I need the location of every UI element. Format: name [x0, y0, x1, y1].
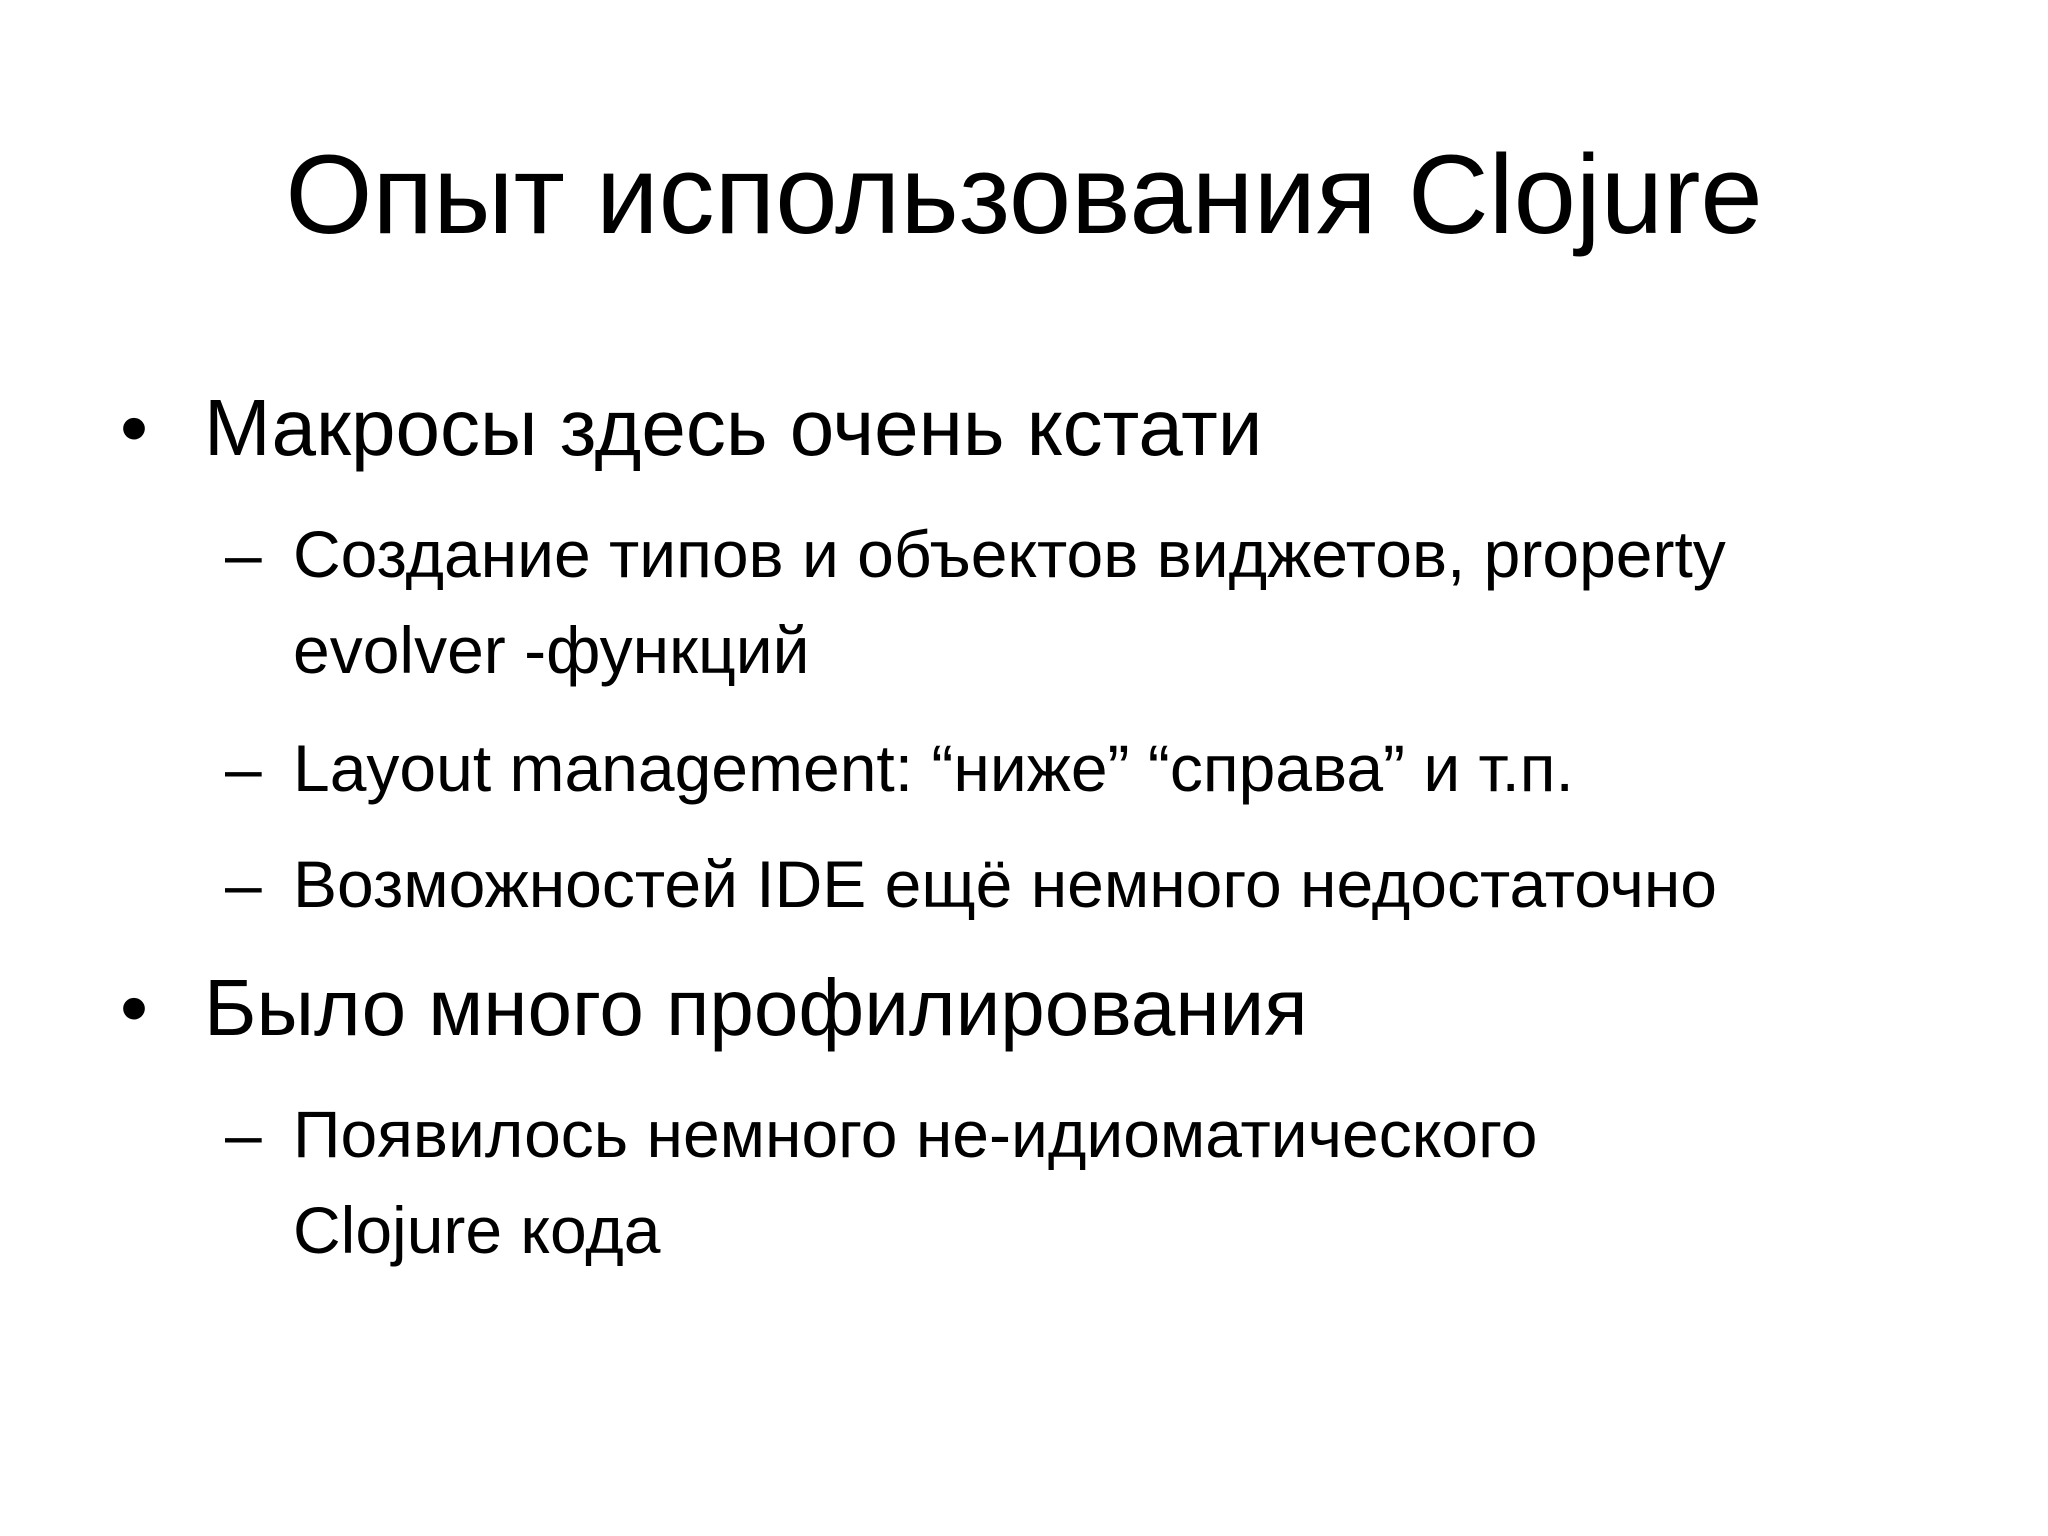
- sub-bullet-text: [293, 506, 1943, 698]
- bullet-marker: •: [120, 383, 149, 472]
- sub-bullet-line: evolver -функций: [293, 613, 810, 687]
- sub-bullet-marker: –: [225, 517, 262, 591]
- sub-bullet-marker: –: [225, 847, 262, 921]
- sub-bullet-marker: –: [225, 731, 262, 805]
- sub-bullet-line: Создание типов и объектов виджетов, property: [293, 517, 1726, 591]
- slide-title: Опыт использования Clojure: [285, 132, 1763, 257]
- sub-bullet-text: [293, 1086, 1943, 1278]
- bullet-marker: •: [120, 963, 149, 1052]
- sub-bullet-text: Возможностей IDE ещё немного недостаточно: [293, 847, 1717, 921]
- sub-bullet-line: Clojure кода: [293, 1193, 661, 1267]
- sub-bullet-text: Layout management: “ниже” “справа” и т.п.: [293, 731, 1574, 805]
- sub-bullet-marker: –: [225, 1097, 262, 1171]
- sub-bullet-line: Появилось немного не-идиоматического: [293, 1097, 1538, 1171]
- bullet-text: Было много профилирования: [204, 963, 1308, 1052]
- bullet-text: Макросы здесь очень кстати: [204, 383, 1263, 472]
